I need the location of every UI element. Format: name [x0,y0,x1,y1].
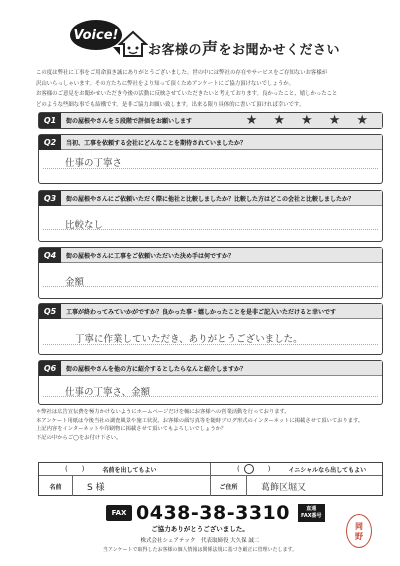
question-number: Q4 [39,248,61,263]
option-show-initial[interactable]: ( ) イニシャルなら出してもよい [237,465,367,474]
question-number: Q5 [39,304,61,319]
privacy-note: 当アンケートで取得したお客様の個人情報は関係法規に基づき厳正に管理いたします。 [102,547,298,553]
intro-text: この度は弊社に工事をご用命頂き誠にありがとうございました。世の中には弊社の存在やサービスをご存知ないお客様が 沢山いらっしゃいます。その方たちに弊社をより知って頂くためアンケートにご協力頂けないでしょうか。 お客様のご意見をお聞かせいただき今後の活動に反映させていただきたいと考えております。良かったこと、嬉しかったこと どのような些細な事でも結構です。是非ご協力お願い致します。出来る限り具体的に書いて頂ければ幸いです。 [36,70,338,108]
star-icon: ★ [245,113,258,128]
answer-text: 仕事の丁寧さ [65,158,123,169]
star-icon: ★ [356,113,368,128]
question-q2 [38,134,383,184]
name-field[interactable]: S 様 [73,476,211,496]
fax-number: 0438-38-3310 [136,502,290,524]
fax-icon: FAX [106,505,132,521]
question-number: Q6 [39,361,61,376]
fax-badge: 直通 FAX番号 [298,504,325,522]
name-label: 名前 [39,476,73,496]
option-show-name[interactable]: ( ) 名前を出してもよい [39,463,211,475]
question-number: Q1 [39,113,61,128]
hanko-seal: 岡 野 [346,514,372,548]
question-number: Q3 [39,191,61,206]
star-icon: ★ [273,113,286,128]
question-q6 [38,360,383,405]
question-text: 街の屋根やさんにご依頼いただく際に他社と比較しましたか？比較した方はどこの会社と比較しましたか？ [66,195,355,203]
fax-bar [106,502,325,524]
page-title: お客様の声をお聞かせください [148,39,341,58]
question-q5 [38,303,383,355]
consent-form [38,462,383,496]
house-icon [118,30,148,58]
survey-header [0,0,400,68]
publication-notes: ＊弊社は広告宣伝費を極力かけないようにホームページだけを軸にお客様への営業活動を行っております。 本アンケート用紙は今後当社の調査風景や施工状況、お客様の顔写真等を随時ブログ形式のインターネットに掲載させて頂いております。 上記内容をインターネットや印刷物に掲載させて頂いてもよろしいでしょうか？ 下記の中からご◯をお付け下さい。 [36,409,364,441]
question-text: 当初、工事を依頼する会社にどんなことを期待されていましたか？ [66,139,247,147]
selected-circle-mark [244,464,254,474]
question-q1 [38,112,383,129]
question-number: Q2 [39,135,61,150]
question-text: 街の屋根やさんを５段階で評価をお願いします [66,118,193,125]
company-name: 株式会社シェアテック 代表取締役 大久保 誠二 [140,538,260,544]
question-q4 [38,247,383,299]
thanks-text: ご協力ありがとうございました。 [151,525,249,533]
voice-badge: Voice! [70,20,122,50]
answer-text: 比較なし [65,220,104,231]
star-icon: ★ [328,113,341,128]
star-rating [246,114,368,127]
answer-text: 仕事の丁寧さ、金額 [65,387,151,398]
star-icon: ★ [301,113,313,128]
question-text: 工事が終わってみていかがですか？良かった事・嬉しかったことを是非ご記入いただけると幸いです [66,308,336,316]
answer-text: 金額 [65,277,85,288]
address-field[interactable]: 葛飾区堀又 [261,482,307,493]
answer-text: 丁寧に作業していただき、ありがとうございました。 [75,334,303,345]
question-text: 街の屋根やさんに工事をご依頼いただいた決め手は何ですか？ [66,252,235,260]
question-q3 [38,190,383,242]
question-text: 街の屋根やさんを他の方に紹介するとしたらなんと紹介しますか？ [66,365,247,373]
address-label: ご住所 [211,476,247,496]
